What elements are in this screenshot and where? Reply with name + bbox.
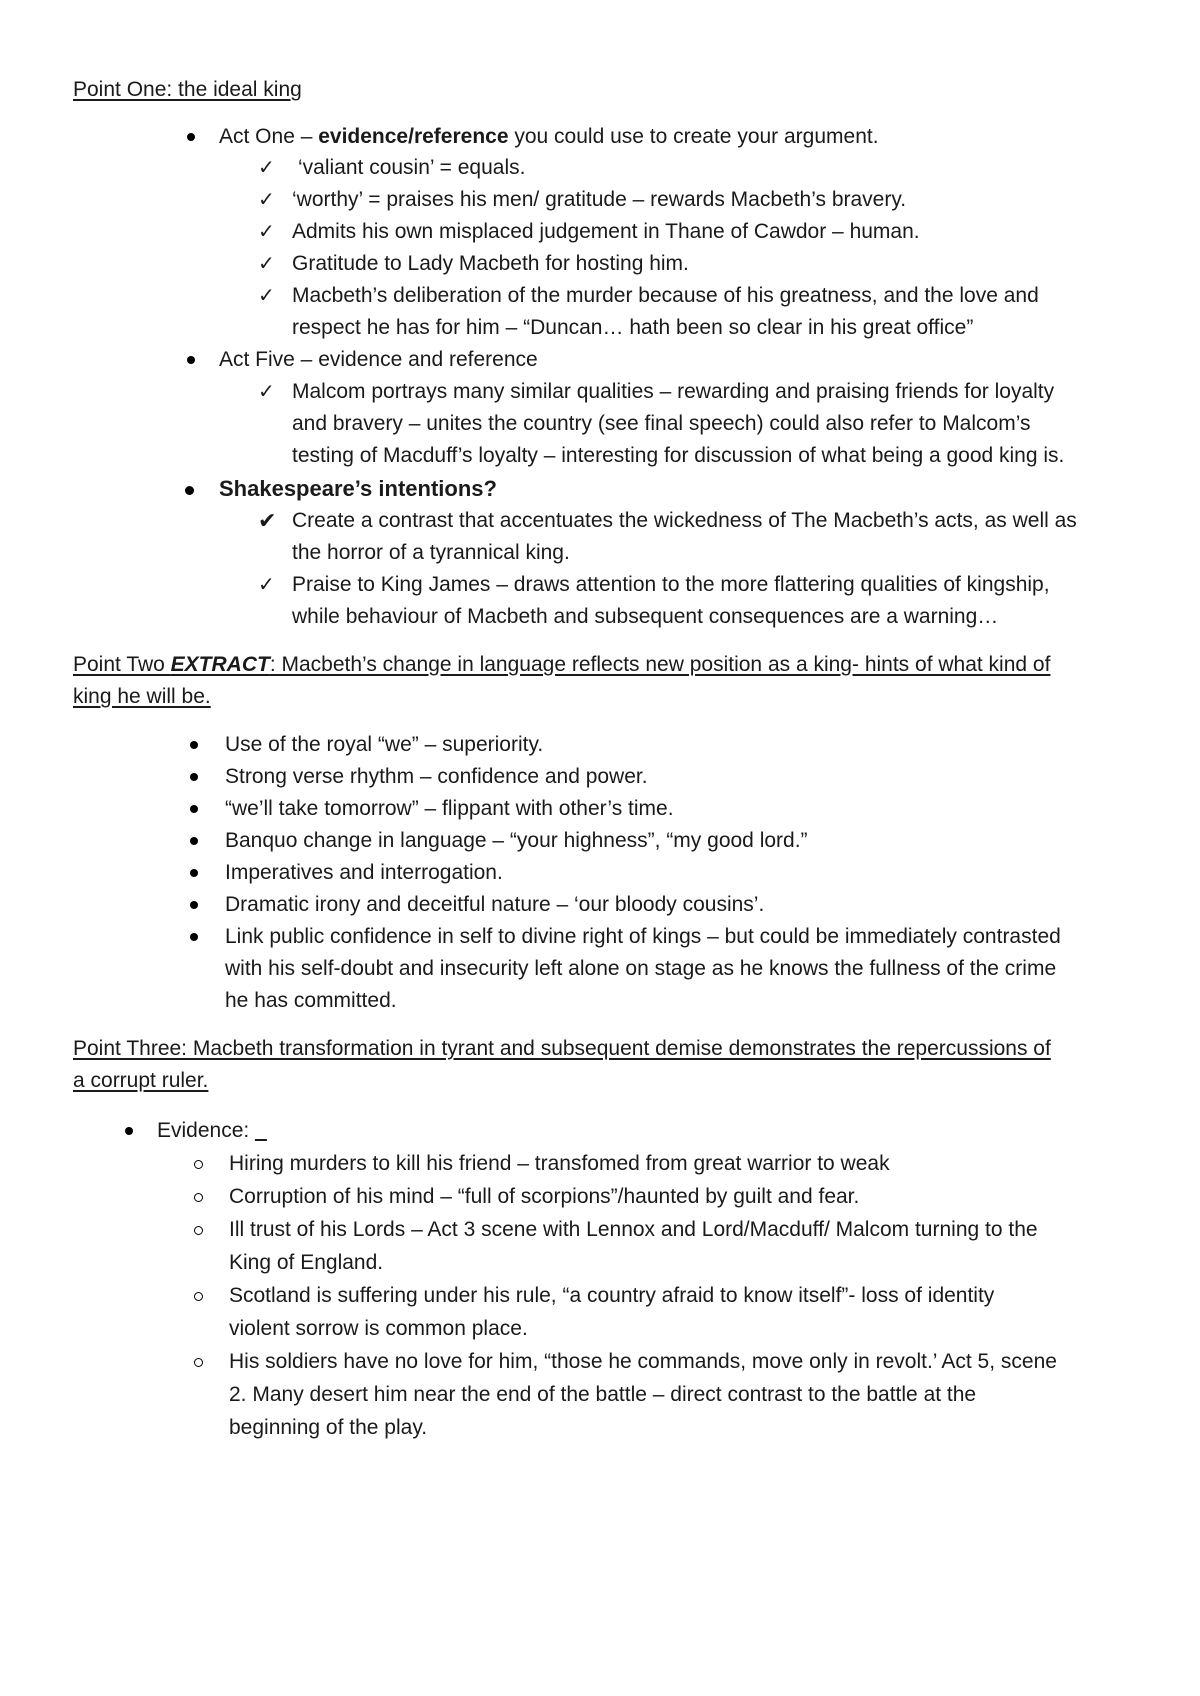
point-three-heading-cont: a corrupt ruler.: [73, 1069, 209, 1092]
list-item-text: Imperatives and interrogation.: [225, 861, 503, 884]
point-two-heading: [73, 649, 1133, 681]
intentions-text: Shakespeare’s intentions?: [219, 476, 497, 501]
check-text: ‘worthy’ = praises his men/ gratitude – rewards Macbeth’s bravery.: [292, 188, 907, 211]
sub-list-item-text: Scotland is suffering under his rule, “a country afraid to know itself”- loss of identity: [229, 1284, 995, 1307]
sub-list-item-text: 2. Many desert him near the end of the battle – direct contrast to the battle at the: [229, 1383, 977, 1406]
check-text: the horror of a tyrannical king.: [292, 541, 570, 564]
evidence-label: [157, 1115, 267, 1147]
sub-list-item-text: Corruption of his mind – “full of scorpions”/haunted by guilt and fear.: [229, 1185, 860, 1208]
act-one-prefix: Act One –: [219, 125, 319, 148]
check-text: Admits his own misplaced judgement in Thane of Cawdor – human.: [292, 220, 920, 243]
act-one-suffix: you could use to create your argument.: [508, 125, 879, 148]
hollow-bullet-icon: [194, 1226, 203, 1235]
list-item-text: Strong verse rhythm – confidence and power.: [225, 765, 648, 788]
checkmark-icon: ✓: [258, 189, 275, 211]
bullet-dot: [190, 837, 198, 845]
heading-line1: : Macbeth’s change in language reflects new position as a king- hints of what kind of: [269, 653, 1051, 676]
bullet-dot: [190, 901, 198, 909]
act-one-bold: evidence/reference: [318, 125, 509, 148]
checkmark-icon: ✓: [258, 253, 275, 275]
checkmark-icon: ✓: [258, 157, 275, 179]
check-text: Macbeth’s deliberation of the murder because of his greatness, and the love and: [292, 284, 1039, 307]
hollow-bullet-icon: [194, 1292, 203, 1301]
sub-list-item-text: Hiring murders to kill his friend – transfomed from great warrior to weak: [229, 1152, 890, 1175]
check-text: ‘valiant cousin’ = equals.: [298, 156, 526, 179]
sub-list-item-text: His soldiers have no love for him, “those he commands, move only in revolt.’ Act 5, scene: [229, 1350, 1057, 1373]
sub-list-item-text: violent sorrow is common place.: [229, 1317, 528, 1340]
list-item-text: Use of the royal “we” – superiority.: [225, 733, 544, 756]
hollow-bullet-icon: [194, 1358, 203, 1367]
bullet-dot: [190, 741, 198, 749]
bullet-dot: [190, 869, 198, 877]
check-text: and bravery – unites the country (see final speech) could also refer to Malcom’s: [292, 412, 1031, 435]
point-two-heading-cont: king he will be.: [73, 685, 211, 708]
list-item-text: with his self-doubt and insecurity left alone on stage as he knows the fullness of the crime: [225, 957, 1057, 980]
act-five-text: Act Five – evidence and reference: [219, 348, 538, 371]
checkmark-icon: ✔: [258, 508, 277, 533]
bullet-dot: [190, 933, 198, 941]
heading-prefix: Point Two: [73, 653, 171, 676]
check-text: Praise to King James – draws attention to the more flattering qualities of kingship,: [292, 573, 1050, 596]
check-text: respect he has for him – “Duncan… hath been so clear in his great office”: [292, 316, 974, 339]
evidence-underscore: _: [255, 1119, 267, 1142]
checkmark-icon: ✓: [258, 574, 275, 596]
heading-extract: EXTRACT: [170, 653, 270, 676]
list-item-text: Banquo change in language – “your highness”, “my good lord.”: [225, 829, 808, 852]
bullet-dot: [185, 486, 194, 495]
bullet-dot: [190, 805, 198, 813]
list-item-text: Dramatic irony and deceitful nature – ‘our bloody cousins’.: [225, 893, 765, 916]
bullet-dot: [187, 133, 195, 141]
sub-list-item-text: King of England.: [229, 1251, 384, 1274]
point-one-heading: Point One: the ideal king: [73, 78, 302, 101]
list-item-text: he has committed.: [225, 989, 397, 1012]
sub-list-item-text: beginning of the play.: [229, 1416, 428, 1439]
list-item-text: Link public confidence in self to divine right of kings – but could be immediately contrasted: [225, 925, 1061, 948]
bullet-dot: [125, 1127, 133, 1135]
bullet-dot: [187, 356, 195, 364]
check-text: Create a contrast that accentuates the wickedness of The Macbeth’s acts, as well as: [292, 509, 1077, 532]
checkmark-icon: ✓: [258, 381, 275, 403]
bullet-dot: [190, 773, 198, 781]
evidence-label-text: Evidence:: [157, 1119, 256, 1142]
act-one-text: [219, 121, 879, 153]
list-item-text: “we’ll take tomorrow” – flippant with other’s time.: [225, 797, 674, 820]
check-text: while behaviour of Macbeth and subsequent consequences are a warning…: [292, 605, 999, 628]
sub-list-item-text: Ill trust of his Lords – Act 3 scene with Lennox and Lord/Macduff/ Malcom turning to the: [229, 1218, 1038, 1241]
check-text: testing of Macduff’s loyalty – interesting for discussion of what being a good king is.: [292, 444, 1065, 467]
hollow-bullet-icon: [194, 1160, 203, 1169]
checkmark-icon: ✓: [258, 285, 275, 307]
checkmark-icon: ✓: [258, 221, 275, 243]
hollow-bullet-icon: [194, 1193, 203, 1202]
check-text: Gratitude to Lady Macbeth for hosting him.: [292, 252, 689, 275]
point-three-heading: Point Three: Macbeth transformation in tyrant and subsequent demise demonstrates the repercussions of: [73, 1037, 1051, 1060]
check-text: Malcom portrays many similar qualities – rewarding and praising friends for loyalty: [292, 380, 1055, 403]
